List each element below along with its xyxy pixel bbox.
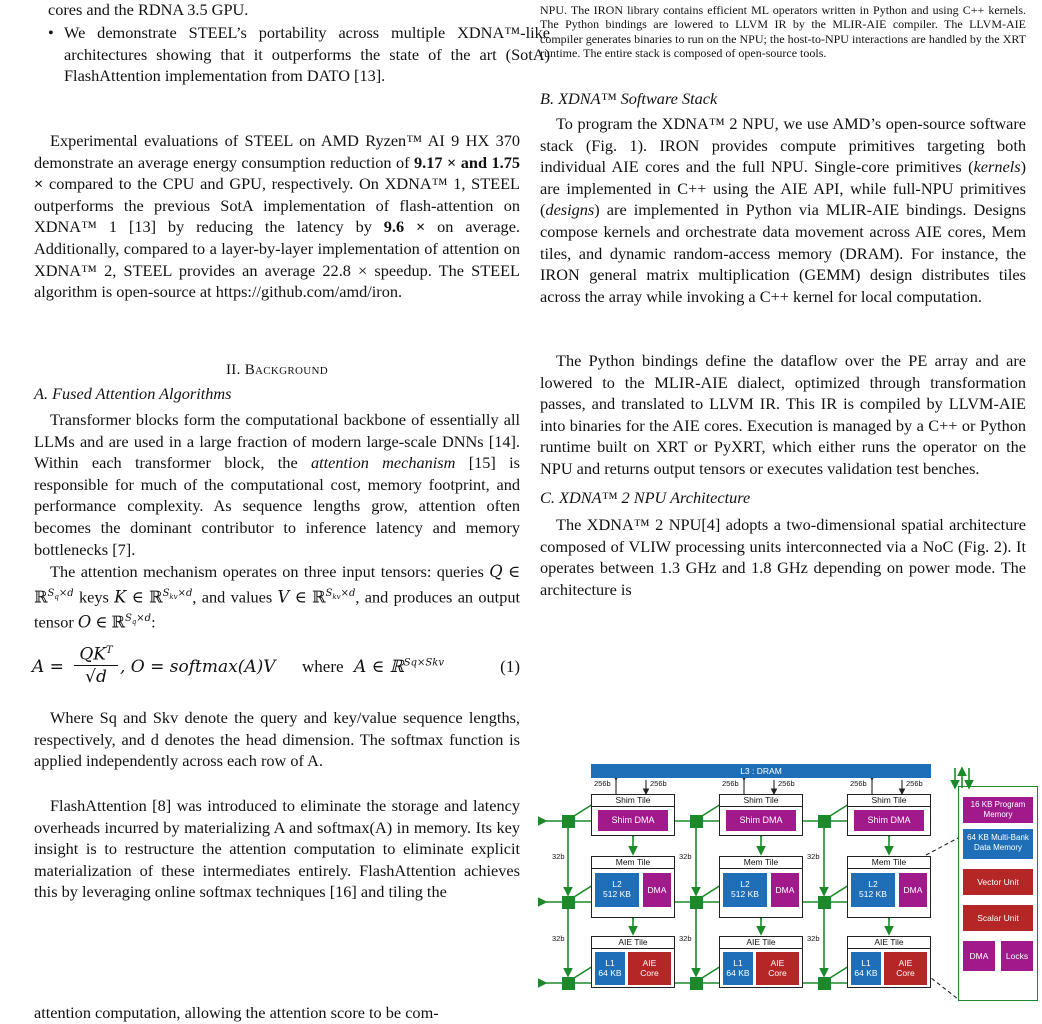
bw-label: 32b xyxy=(679,934,692,943)
cut-off-line: attention computation, allowing the attention score to be com- xyxy=(34,1003,439,1022)
tensor-paragraph: The attention mechanism operates on three input tensors: queries Q ∈ ℝ$^{S_q\times d}$ keys K ∈ ℝ$^{S_{kv}\times d}$, and values V ∈ ℝ$^{S_{kv}\times d}$, and produces an output tensor O ∈ ℝ$^{S_q\times d}$: xyxy=(34,562,521,632)
aie-tile-detail xyxy=(958,786,1038,1001)
subsection-c-title: C. XDNA™ 2 NPU Architecture xyxy=(540,488,751,507)
equation-number: (1) xyxy=(500,657,520,676)
bullet-portability: • We demonstrate STEEL’s portability across multiple XDNA™-like architectures showing that it outperforms the state of the art (SotA) FlashAttention implementation from DATO [13]. xyxy=(64,22,550,87)
shim-tile: Shim Tile Shim DMA xyxy=(719,794,803,836)
aie-tile: AIE Tile L1 64 KB AIE Core xyxy=(847,936,931,988)
section-title: II. Background xyxy=(226,362,328,378)
contribution-list xyxy=(34,22,550,87)
evaluation-paragraph: Experimental evaluations of STEEL on AMD Ryzen™ AI 9 HX 370 demonstrate an average energy consumption reduction of 9.17 × and 1.75 × compared to the CPU and GPU, respectively. On XDNA™ 1, STEEL outperforms the previous SotA implementation of flash-attention on XDNA™ 1 [13] by reducing the latency by 9.6 × on average. Additionally, compared to a layer-by-layer implementation of attention on XDNA™ 2, STEEL provides an average 22.8 × speedup. The STEEL algorithm is open-source at https://github.com/amd/iron. xyxy=(34,131,520,302)
locks: Locks xyxy=(1001,941,1033,971)
shim-tile: Shim Tile Shim DMA xyxy=(847,794,931,836)
mem-dma: DMA xyxy=(643,873,671,907)
aie-core: AIE Core xyxy=(756,952,799,985)
flashattention-paragraph: FlashAttention [8] was introduced to eliminate the storage and latency overheads incurred by materializing A and softmax(A) in memory. Its key insight is to restructure the attention computation to eliminate explicit materialization of these intermediates entirely. FlashAttention achieves this by leveraging online softmax techniques [16] and tiling the xyxy=(34,796,520,902)
l1-memory: L1 64 KB xyxy=(851,952,881,985)
npu-architecture-diagram xyxy=(538,764,1038,1014)
l2-memory: L2 512 KB xyxy=(723,873,767,907)
bw-label: 256b xyxy=(906,779,923,788)
scalar-unit: Scalar Unit xyxy=(963,905,1033,931)
mem-dma: DMA xyxy=(771,873,799,907)
bw-label: 32b xyxy=(552,852,565,861)
noc-switch xyxy=(690,977,703,990)
shim-dma: Shim DMA xyxy=(726,810,796,831)
bw-label: 32b xyxy=(552,934,565,943)
detail-dma: DMA xyxy=(963,941,995,971)
python-bindings-paragraph: The Python bindings define the dataflow over the PE array and are lowered to the MLIR-AIE dialect, optimized through transformation passes, and translated to LLVM IR. This IR is compiled by LLVM-AIE into binaries for the AIE cores. Execution is managed by a C++ or Python runtime built on XRT or PyXRT, which either runs the operator on the NPU and returns output tensors or executes validation test benches. xyxy=(540,351,1026,478)
shim-dma: Shim DMA xyxy=(854,810,924,831)
software-stack-paragraph: To program the XDNA™ 2 NPU, we use AMD’s open-source software stack (Fig. 1). IRON provides compute primitives targeting both individual AIE cores and the full NPU. Single-core primitives (kernels) are implemented in C++ using the AIE API, while full-NPU primitives (designs) are implemented in Python via MLIR-AIE bindings. Designs compose kernels and orchestrate data movement across AIE cores, Mem tiles, and dynamic random-access memory (DRAM). For instance, the IRON general matrix multiplication (GEMM) design distributes tiles across the array while invoking a C++ kernel for local computation. xyxy=(540,114,1026,306)
noc-switch xyxy=(690,896,703,909)
l2-memory: L2 512 KB xyxy=(851,873,895,907)
bullet-tail: cores and the RDNA 3.5 GPU. xyxy=(48,0,249,19)
l2-memory: L2 512 KB xyxy=(595,873,639,907)
program-memory: 16 KB Program Memory xyxy=(963,797,1033,823)
architecture-paragraph: The XDNA™ 2 NPU[4] adopts a two-dimensional spatial architecture composed of VLIW processing units interconnected via a NoC (Fig. 2). It operates between 1.3 GHz and 1.8 GHz depending on power mode. The architecture is xyxy=(540,515,1026,599)
fraction: $QK^T$ √d xyxy=(74,641,118,688)
shim-tile: Shim Tile Shim DMA xyxy=(591,794,675,836)
noc-switch xyxy=(818,815,831,828)
dimension-paragraph: Where Sq and Skv denote the query and key/value sequence lengths, respectively, and d denotes the head dimension. The softmax function is applied independently across each row of A. xyxy=(34,708,520,771)
mem-tile: Mem Tile L2 512 KB DMA xyxy=(847,856,931,918)
equation-1: A = $QK^T$ √d , O = softmax(A)V where A ∈ ℝ$^{Sq\times Skv}$ (1) xyxy=(32,641,520,687)
aie-tile: AIE Tile L1 64 KB AIE Core xyxy=(591,936,675,988)
subsection-b-title: B. XDNA™ Software Stack xyxy=(540,89,718,108)
aie-core: AIE Core xyxy=(884,952,927,985)
mem-dma: DMA xyxy=(899,873,927,907)
bw-label: 32b xyxy=(679,852,692,861)
bw-label: 256b xyxy=(650,779,667,788)
bw-label: 256b xyxy=(722,779,739,788)
data-memory: 64 KB Multi-Bank Data Memory xyxy=(963,829,1033,859)
l1-memory: L1 64 KB xyxy=(595,952,625,985)
aie-core: AIE Core xyxy=(628,952,671,985)
subsection-a-title: A. Fused Attention Algorithms xyxy=(34,384,232,403)
noc-switch xyxy=(562,977,575,990)
aie-tile: AIE Tile L1 64 KB AIE Core xyxy=(719,936,803,988)
bw-label: 256b xyxy=(778,779,795,788)
mem-tile: Mem Tile L2 512 KB DMA xyxy=(719,856,803,918)
mem-tile: Mem Tile L2 512 KB DMA xyxy=(591,856,675,918)
shim-dma: Shim DMA xyxy=(598,810,668,831)
attention-paragraph: Transformer blocks form the computational backbone of essentially all LLMs and are used in a large fraction of modern large-scale DNNs [14]. Within each transformer block, the attention mechanism [15] is responsible for much of the computational cost, memory footprint, and performance complexity. As sequence lengths grow, attention often becomes the dominant contributor to inference latency and memory bottlenecks [7]. xyxy=(34,410,520,559)
noc-switch xyxy=(818,977,831,990)
bw-label: 256b xyxy=(594,779,611,788)
dram-bar: L3 : DRAM xyxy=(591,764,931,778)
noc-switch xyxy=(562,896,575,909)
noc-switch xyxy=(818,896,831,909)
bw-label: 32b xyxy=(807,852,820,861)
vector-unit: Vector Unit xyxy=(963,869,1033,895)
bw-label: 256b xyxy=(850,779,867,788)
bw-label: 32b xyxy=(807,934,820,943)
noc-switch xyxy=(562,815,575,828)
l1-memory: L1 64 KB xyxy=(723,952,753,985)
noc-switch xyxy=(690,815,703,828)
figure-1-caption-tail: NPU. The IRON library contains efficient ML operators written in Python and using C++ kernels. The Python bindings are lowered to LLVM IR by the MLIR-AIE compiler. The LLVM-AIE compiler generates binaries to run on the NPU; the host-to-NPU interactions are handled by the XRT runtime. The entire stack is composed of open-source tools. xyxy=(540,3,1026,61)
